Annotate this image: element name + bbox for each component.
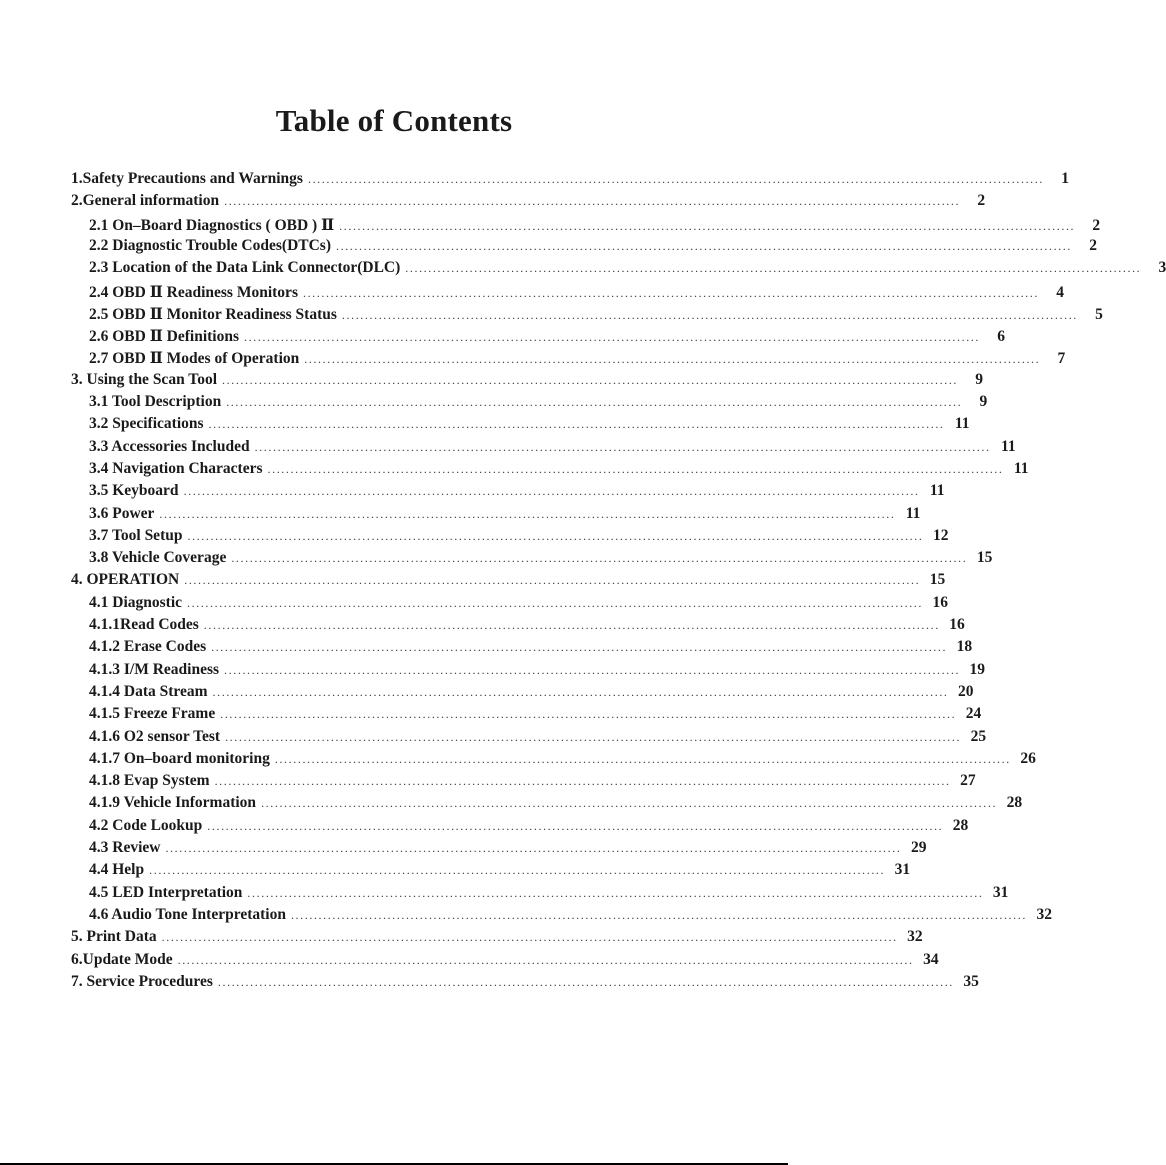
toc-entry-page-number: 16 [949,616,965,633]
toc-entry[interactable] [71,571,946,593]
toc-entry-page-number: 11 [905,504,921,522]
toc-dot-leader: ................................................................................................................................................................ [339,218,1076,233]
toc-dot-leader: ................................................................................................................................................................ [208,417,945,432]
toc-entry[interactable] [89,616,965,638]
toc-entry-page-number: 6 [997,328,1005,346]
toc-dot-leader: ................................................................................................................................................................ [212,684,949,699]
toc-entry-page-number: 7 [1057,350,1066,368]
toc-entry[interactable] [89,549,993,571]
toc-dot-leader: ................................................................................................................................................................ [187,595,923,610]
toc-dot-leader: ................................................................................................................................................................ [203,618,940,632]
toc-entry-page-number: 11 [1013,459,1029,477]
toc-entry-label: 4.1.7 On–board monitoring [89,749,270,767]
toc-entry-page-number: 28 [1006,794,1023,812]
toc-entry[interactable] [89,861,911,883]
toc-entry-label: 3. Using the Scan Tool [71,370,218,388]
toc-entry-page-number: 15 [929,571,946,589]
toc-entry[interactable] [89,705,982,727]
toc-entry-label: 6.Update Mode [71,950,173,968]
toc-entry-label: 7. Service Procedures [71,972,213,990]
toc-entry[interactable] [89,437,1016,460]
toc-entry-page-number: 32 [907,928,923,946]
toc-entry-label: 3.3 Accessories Included [89,437,250,455]
toc-dot-leader: ................................................................................................................................................................ [261,796,998,811]
toc-dot-leader: ................................................................................................................................................................ [217,974,954,989]
toc-entry-label: 4. OPERATION [71,571,180,589]
toc-entry-page-number: 2 [1089,236,1097,254]
toc-dot-leader: ................................................................................................................................................................ [405,261,1142,276]
toc-entry-label: 4.2 Code Lookup [89,816,203,834]
toc-entry-page-number: 11 [954,415,970,433]
toc-dot-leader: ................................................................................................................................................................ [247,885,984,900]
toc-entry-page-number: 18 [956,638,973,656]
toc-entry[interactable] [89,772,976,794]
toc-entry[interactable] [89,326,1005,348]
toc-entry[interactable] [89,682,974,705]
toc-entry-label: 3.2 Specifications [89,415,204,433]
toc-entry[interactable] [89,393,988,415]
page-title: Table of Contents [275,103,513,138]
toc-dot-leader: ................................................................................................................................................................ [207,818,944,833]
toc-entry[interactable] [71,928,923,950]
toc-entry[interactable] [89,282,1064,304]
toc-entry[interactable] [71,950,939,973]
toc-entry[interactable] [89,593,948,616]
toc-entry-label: 2.1 On–Board Diagnostics ( OBD ) Ⅱ [89,216,335,234]
toc-entry[interactable] [89,749,1036,772]
toc-entry[interactable] [71,972,979,995]
toc-entry-label: 4.1.2 Erase Codes [89,638,207,656]
toc-entry-label: 4.1.8 Evap System [89,772,210,790]
toc-dot-leader: ................................................................................................................................................................ [222,372,959,387]
toc-entry[interactable] [89,259,1166,281]
toc-entry[interactable] [89,526,949,549]
toc-entry-label: 4.4 Help [89,861,145,879]
toc-entry[interactable] [71,170,1069,192]
toc-entry-label: 2.General information [71,192,220,210]
toc-entry-page-number: 26 [1020,749,1036,767]
toc-entry-page-number: 5 [1095,305,1103,323]
toc-entry-label: 4.1.1Read Codes [89,616,199,633]
toc-dot-leader: ................................................................................................................................................................ [254,439,991,454]
toc-dot-leader: ................................................................................................................................................................ [274,751,1011,766]
toc-dot-leader: ................................................................................................................................................................ [224,662,961,677]
toc-entry-label: 4.6 Audio Tone Interpretation [89,905,286,923]
toc-entry-page-number: 16 [932,593,948,611]
toc-entry-page-number: 12 [932,526,949,544]
toc-entry-label: 2.7 OBD Ⅱ Modes of Operation [89,350,300,368]
toc-dot-leader: ................................................................................................................................................................ [226,395,963,409]
toc-dot-leader: ................................................................................................................................................................ [231,551,968,566]
toc-entry[interactable] [89,816,969,839]
toc-entry-page-number: 11 [929,482,945,500]
toc-entry-page-number: 24 [965,705,982,723]
toc-entry-label: 3.4 Navigation Characters [89,459,263,477]
toc-entry-page-number: 20 [958,682,974,700]
toc-dot-leader: ................................................................................................................................................................ [224,194,961,209]
toc-entry-label: 4.3 Review [89,839,161,856]
toc-dot-leader: ................................................................................................................................................................ [184,573,921,588]
toc-entry[interactable] [89,236,1097,259]
toc-entry-label: 3.7 Tool Setup [89,526,183,544]
toc-dot-leader: ................................................................................................................................................................ [302,285,1039,300]
toc-entry-page-number: 2 [1092,216,1101,234]
toc-entry-page-number: 35 [963,972,979,990]
toc-entry-page-number: 15 [976,549,993,567]
toc-dot-leader: ................................................................................................................................................................ [183,484,920,499]
toc-entry[interactable] [89,348,1066,370]
toc-entry-page-number: 9 [975,370,984,388]
toc-dot-leader: ................................................................................................................................................................ [149,863,886,878]
toc-entry[interactable] [71,370,984,393]
toc-entry-label: 4.5 LED Interpretation [89,883,243,901]
toc-dot-leader: ................................................................................................................................................................ [341,307,1078,322]
toc-entry-label: 1.Safety Precautions and Warnings [71,170,303,187]
toc-entry[interactable] [89,482,945,504]
toc-entry-label: 4.1 Diagnostic [89,593,182,611]
toc-entry-page-number: 32 [1036,905,1052,923]
toc-entry-label: 4.1.9 Vehicle Information [89,794,257,812]
toc-dot-leader: ................................................................................................................................................................ [225,729,962,744]
toc-entry[interactable] [89,304,1103,326]
toc-entry-page-number: 29 [910,839,927,856]
toc-entry-page-number: 31 [992,883,1009,901]
toc-entry-label: 4.1.6 O2 sensor Test [89,727,221,745]
toc-dot-leader: ................................................................................................................................................................ [267,461,1004,476]
toc-entry[interactable] [89,794,1023,816]
toc-entry-label: 2.6 OBD Ⅱ Definitions [89,328,239,346]
toc-entry[interactable] [89,215,1101,237]
toc-entry-page-number: 28 [952,816,969,834]
toc-dot-leader: ................................................................................................................................................................ [165,841,902,855]
toc-dot-leader: ................................................................................................................................................................ [159,506,896,521]
toc-dot-leader: ................................................................................................................................................................ [307,172,1044,186]
toc-entry-label: 3.8 Vehicle Coverage [89,549,227,567]
toc-entry-page-number: 3 [1158,259,1166,277]
toc-entry-page-number: 31 [894,861,911,879]
toc-entry[interactable] [89,638,973,660]
toc-entry-page-number: 19 [969,660,986,678]
toc-entry-label: 2.2 Diagnostic Trouble Codes(DTCs) [89,236,331,254]
toc-entry-page-number: 2 [977,192,986,210]
toc-entry[interactable] [89,883,1009,906]
toc-dot-leader: ................................................................................................................................................................ [220,707,957,722]
toc-entry-page-number: 9 [979,393,988,410]
toc-entry[interactable] [89,660,986,683]
toc-entry-label: 2.5 OBD Ⅱ Monitor Readiness Status [89,305,337,323]
toc-entry-label: 3.1 Tool Description [89,393,222,410]
toc-dot-leader: ................................................................................................................................................................ [187,528,924,543]
toc-dot-leader: ................................................................................................................................................................ [211,640,948,655]
toc-entry[interactable] [89,839,927,861]
toc-dot-leader: ................................................................................................................................................................ [177,952,914,967]
toc-entry-page-number: 34 [923,950,939,968]
toc-dot-leader: ................................................................................................................................................................ [244,330,980,345]
toc-entry-label: 5. Print Data [71,928,157,946]
toc-dot-leader: ................................................................................................................................................................ [336,238,1072,253]
toc-entry-page-number: 11 [1000,437,1016,455]
toc-dot-leader: ................................................................................................................................................................ [290,907,1027,922]
toc-entry-label: 2.3 Location of the Data Link Connector(DLC) [89,259,401,277]
toc-entry-page-number: 4 [1056,283,1064,301]
toc-entry[interactable] [89,727,987,750]
toc-dot-leader: ................................................................................................................................................................ [304,352,1041,367]
toc-dot-leader: ................................................................................................................................................................ [214,774,951,789]
toc-entry[interactable] [89,459,1029,482]
toc-entry-page-number: 27 [960,772,976,790]
toc-entry-label: 3.6 Power [89,504,155,522]
toc-entry[interactable] [71,192,986,214]
toc-entry-page-number: 25 [970,727,987,745]
toc-entry[interactable] [89,415,970,437]
toc-entry[interactable] [89,504,921,527]
toc-entry-label: 2.4 OBD Ⅱ Readiness Monitors [89,283,298,301]
toc-entry-label: 4.1.4 Data Stream [89,682,208,700]
toc-dot-leader: ................................................................................................................................................................ [161,930,898,945]
toc-entry-label: 3.5 Keyboard [89,482,179,500]
toc-entry[interactable] [89,905,1052,928]
toc-entry-label: 4.1.5 Freeze Frame [89,705,216,723]
toc-entry-page-number: 1 [1061,170,1069,187]
toc-entry-label: 4.1.3 I/M Readiness [89,660,220,678]
